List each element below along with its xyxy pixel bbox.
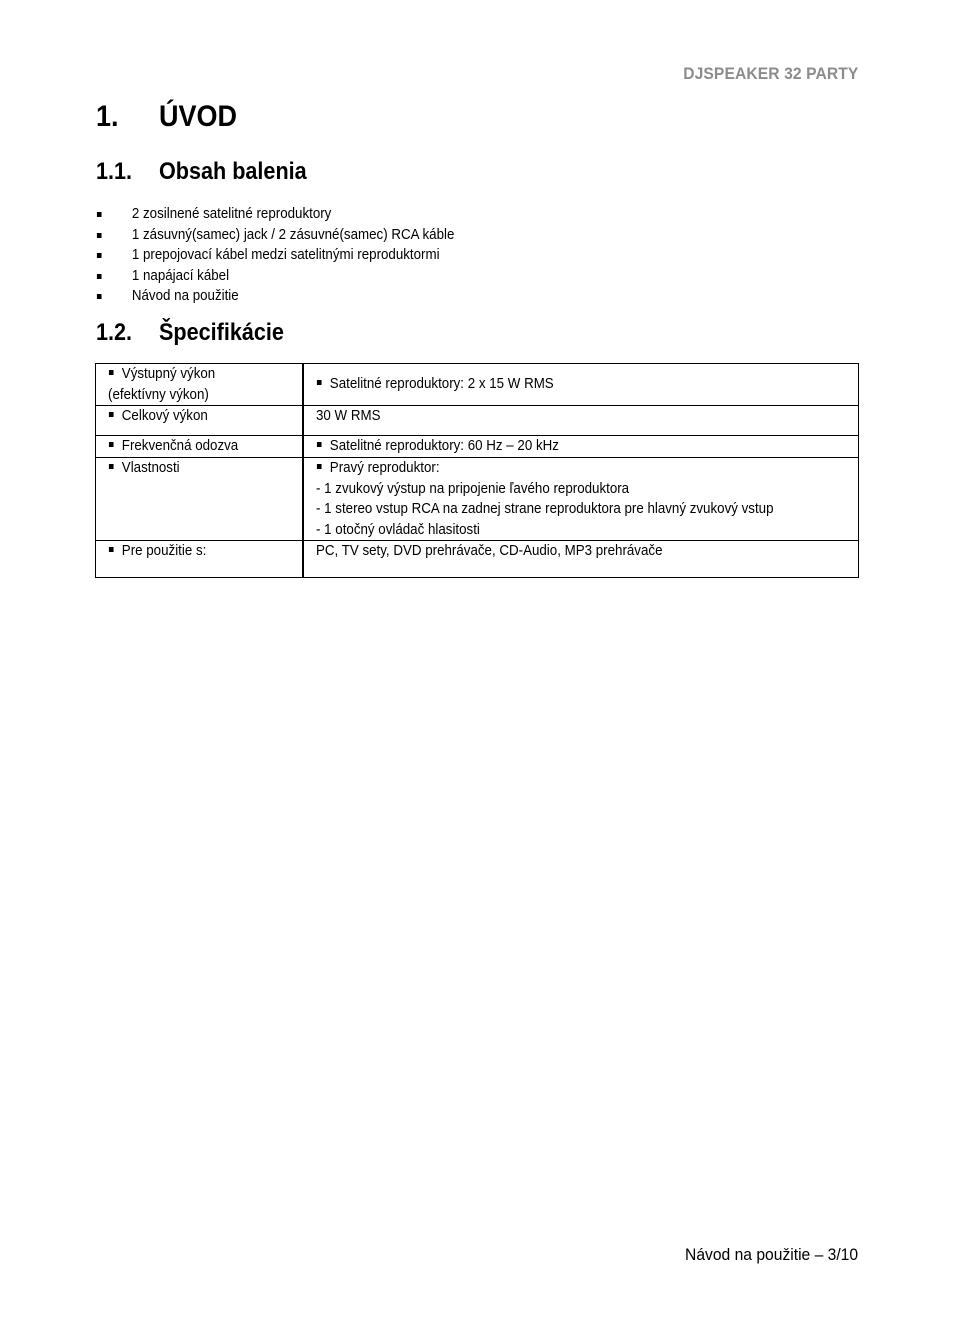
spec-label-cell: Frekvenčná odozva xyxy=(96,436,304,458)
section-heading-uvod xyxy=(96,100,237,134)
bullet-icon xyxy=(109,547,114,552)
subsection-title: Špecifikácie xyxy=(159,319,284,346)
bullet-icon xyxy=(97,294,102,299)
spec-label-cell: Výstupný výkon (efektívny výkon) xyxy=(96,364,304,406)
bullet-icon xyxy=(317,464,322,469)
bullet-icon xyxy=(97,212,102,217)
subsection-heading-specifications xyxy=(96,319,284,347)
list-item: 2 zosilnené satelitné reproduktory xyxy=(96,204,454,225)
spec-value-cell: Pravý reproduktor: - 1 zvukový výstup na pripojenie ľavého reproduktora - 1 stereo vstup RCA na zadnej strane reproduktora pre hlavný zvukový vstup - 1 otočný ovládač hlasitosti xyxy=(303,458,859,541)
page-footer: Návod na použitie – 3/10 xyxy=(684,1245,858,1264)
bullet-icon xyxy=(97,274,102,279)
section-title: ÚVOD xyxy=(159,100,238,133)
table-row xyxy=(96,406,859,436)
section-number: 1. xyxy=(96,100,119,133)
subsection-heading-package-contents xyxy=(96,158,307,186)
table-row xyxy=(96,364,859,406)
spec-value-cell: Satelitné reproduktory: 2 x 15 W RMS xyxy=(303,364,859,406)
package-contents-list xyxy=(96,204,486,307)
subsection-number: 1.1. xyxy=(96,158,133,185)
bullet-icon xyxy=(317,442,322,447)
bullet-icon xyxy=(109,442,114,447)
spec-value-cell: Satelitné reproduktory: 60 Hz – 20 kHz xyxy=(303,436,859,458)
spec-label-cell: Vlastnosti xyxy=(96,458,304,541)
subsection-title: Obsah balenia xyxy=(159,158,307,185)
document-header-title: DJSPEAKER 32 PARTY xyxy=(682,64,858,83)
table-row xyxy=(96,436,859,458)
bullet-icon xyxy=(97,233,102,238)
list-item: Návod na použitie xyxy=(96,286,454,307)
bullet-icon xyxy=(109,464,114,469)
spec-label-cell: Celkový výkon xyxy=(96,406,304,436)
spec-label-cell: Pre použitie s: xyxy=(96,541,304,578)
bullet-icon xyxy=(109,412,114,417)
table-row xyxy=(96,458,859,541)
spec-value-cell: PC, TV sety, DVD prehrávače, CD-Audio, MP3 prehrávače xyxy=(303,541,859,578)
list-item: 1 zásuvný(samec) jack / 2 zásuvné(samec) RCA káble xyxy=(96,225,454,246)
bullet-icon xyxy=(109,370,114,375)
table-row xyxy=(96,541,859,578)
subsection-number: 1.2. xyxy=(96,319,133,346)
specifications-table xyxy=(95,363,859,578)
list-item: 1 napájací kábel xyxy=(96,266,454,287)
list-item: 1 prepojovací kábel medzi satelitnými reproduktormi xyxy=(96,245,454,266)
bullet-icon xyxy=(97,253,102,258)
spec-value-cell: 30 W RMS xyxy=(303,406,859,436)
bullet-icon xyxy=(317,380,322,385)
